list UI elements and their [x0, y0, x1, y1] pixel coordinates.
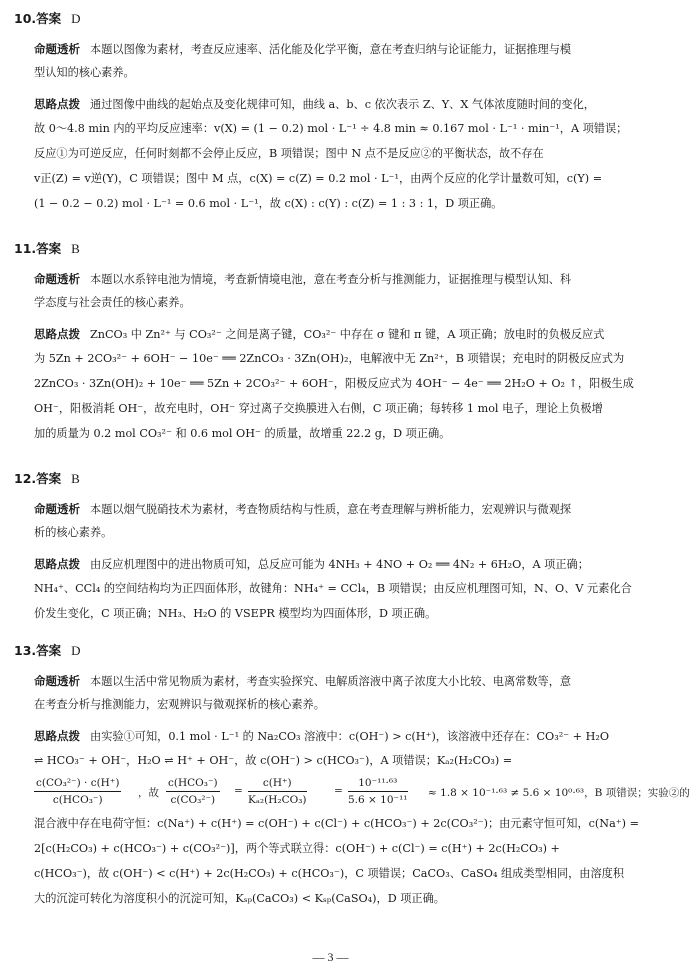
q12-number: 12. — [14, 471, 37, 486]
ka2-fraction — [34, 776, 121, 807]
q13-number: 13. — [14, 643, 37, 658]
numeric-denominator: 5.6 × 10⁻¹¹ — [348, 794, 408, 806]
q10-approach-line-1 — [34, 95, 639, 114]
q11-answer-letter: B — [71, 241, 80, 256]
equals-sign: = — [234, 785, 243, 797]
h-numerator: c(H⁺) — [248, 776, 307, 792]
q11-approach-text: ZnCO₃ 中 Zn²⁺ 与 CO₃²⁻ 之间是离子键，CO₃²⁻ 中存在 σ 键和 π 键，A 项正确；放电时的负极反应式 — [90, 328, 605, 341]
q12-approach-line-3: 价发生变化，C 项正确；NH₃、H₂O 的 VSEPR 模型均为四面体形，D 项正确。 — [34, 607, 437, 620]
analysis-label: 命题透析 — [34, 42, 80, 56]
numeric-numerator: 10⁻¹¹·⁶³ — [348, 776, 408, 792]
ka2-numerator: c(CO₃²⁻) · c(H⁺) — [34, 776, 121, 792]
q13-approach-text: 由实验①可知，0.1 mol · L⁻¹ 的 Na₂CO₃ 溶液中：c(OH⁻) > c(H⁺)，该溶液中还存在：CO₃²⁻ + H₂O — [90, 730, 610, 743]
q10-approach-text: 通过图像中曲线的起始点及变化规律可知，曲线 a、b、c 依次表示 Z、Y、X 气体浓度随时间的变化， — [90, 98, 595, 111]
q10-approach-line-3: 反应①为可逆反应，任何时刻都不会停止反应，B 项错误；图中 N 点不是反应②的平衡状态，故不存在 — [34, 147, 544, 160]
numeric-fraction — [348, 776, 408, 807]
q11-analysis-text: 本题以水系锌电池为情境，考查新情境电池，意在考查分析与推测能力，证据推理与模型认知、科 — [90, 273, 572, 286]
q13-approach-line-3: 混合液中存在电荷守恒：c(Na⁺) + c(H⁺) = c(OH⁻) + c(Cl⁻) + c(HCO₃⁻) + 2c(CO₃²⁻)；由元素守恒可知，c(Na⁺) = — [34, 817, 639, 830]
q13-answer-header — [14, 642, 81, 660]
approach-label: 思路点拨 — [34, 327, 80, 341]
q13-analysis-text: 本题以生活中常见物质为素材，考查实验探究、电解质溶液中离子浓度大小比较、电离常数等，意 — [90, 675, 572, 688]
ka2-denominator: c(HCO₃⁻) — [52, 794, 103, 806]
q13-fraction-tail: ≈ 1.8 × 10⁻¹·⁶³ ≠ 5.6 × 10⁰·⁶³，B 项错误；实验②的 — [428, 787, 690, 799]
q12-answer-letter: B — [71, 471, 80, 486]
analysis-label: 命题透析 — [34, 674, 80, 688]
q12-approach-line-2: NH₄⁺、CCl₄ 的空间结构均为正四面体形，故键角：NH₄⁺ = CCl₄，B 项错误；由反应机理图可知，N、O、V 元素化合 — [34, 582, 632, 595]
q13-analysis-line-1 — [34, 672, 639, 691]
q13-approach-line-5: c(HCO₃⁻)，故 c(OH⁻) < c(H⁺) + 2c(H₂CO₃) + c(HCO₃⁻)，C 项错误；CaCO₃、CaSO₄ 组成类型相同，由溶度积 — [34, 867, 625, 880]
q12-analysis-text: 本题以烟气脱硝技术为素材，考查物质结构与性质，意在考查理解与辨析能力，宏观辨识与微观探 — [90, 503, 572, 516]
q12-approach-text: 由反应机理图中的进出物质可知，总反应可能为 4NH₃ + 4NO + O₂ ══ 4N₂ + 6H₂O，A 项正确； — [90, 558, 589, 571]
q13-connector-text: ，故 — [138, 787, 159, 799]
q11-approach-line-5: 加的质量为 0.2 mol CO₃²⁻ 和 0.6 mol OH⁻ 的质量，故增重 22.2 g，D 项正确。 — [34, 427, 451, 440]
q12-answer-header — [14, 470, 80, 488]
q10-answer-letter: D — [71, 11, 81, 26]
q10-analysis-line-2: 型认知的核心素养。 — [34, 66, 135, 79]
q10-number: 10. — [14, 11, 37, 26]
q12-analysis-line-1 — [34, 500, 639, 519]
q12-analysis-line-2: 析的核心素养。 — [34, 526, 113, 539]
q11-approach-line-4: OH⁻，阳极消耗 OH⁻，故充电时，OH⁻ 穿过离子交换膜进入右侧，C 项正确；每转移 1 mol 电子，理论上负极增 — [34, 402, 603, 415]
q11-approach-line-1 — [34, 325, 639, 344]
q13-approach-line-1 — [34, 727, 639, 746]
approach-label: 思路点拨 — [34, 557, 80, 571]
q11-number: 11. — [14, 241, 37, 256]
q13-analysis-line-2: 在考查分析与推测能力，宏观辨识与微观探析的核心素养。 — [34, 698, 325, 711]
q10-analysis-text: 本题以图像为素材，考查反应速率、活化能及化学平衡，意在考查归纳与论证能力，证据推理与模 — [90, 43, 572, 56]
q11-answer-header — [14, 240, 80, 258]
q13-approach-line-6: 大的沉淀可转化为溶度积小的沉淀可知，Kₛₚ(CaCO₃) < Kₛₚ(CaSO₄)，D 项正确。 — [34, 892, 445, 905]
q10-analysis-line-1 — [34, 40, 639, 59]
answer-label: 答案 — [36, 11, 62, 26]
approach-label: 思路点拨 — [34, 729, 80, 743]
q11-approach-line-3: 2ZnCO₃ · 3Zn(OH)₂ + 10e⁻ ══ 5Zn + 2CO₃²⁻ + 6OH⁻，阳极反应式为 4OH⁻ − 4e⁻ ══ 2H₂O + O₂ ↑，阳极生成 — [34, 377, 634, 390]
ratio-denominator: c(CO₃²⁻) — [170, 794, 216, 806]
answer-label: 答案 — [36, 643, 62, 658]
ka2-den: Kₐ₂(H₂CO₃) — [248, 794, 307, 806]
q11-approach-line-2: 为 5Zn + 2CO₃²⁻ + 6OH⁻ − 10e⁻ ══ 2ZnCO₃ · 3Zn(OH)₂，电解液中无 Zn²⁺，B 项错误；充电时的阴极反应式为 — [34, 352, 625, 365]
q12-approach-line-1 — [34, 555, 639, 574]
q13-answer-letter: D — [71, 643, 81, 658]
h-over-ka2-fraction — [248, 776, 307, 807]
q10-answer-header — [14, 10, 81, 28]
answer-label: 答案 — [36, 241, 62, 256]
q13-approach-line-2: ⇌ HCO₃⁻ + OH⁻，H₂O ⇌ H⁺ + OH⁻，故 c(OH⁻) > c(HCO₃⁻)，A 项错误；Kₐ₂(H₂CO₃) = — [34, 754, 513, 767]
q10-approach-line-4: v正(Z) = v逆(Y)，C 项错误；图中 M 点，c(X) = c(Z) = 0.2 mol · L⁻¹，由两个反应的化学计量数可知，c(Y) = — [34, 172, 603, 185]
ratio-fraction — [166, 776, 220, 807]
page-number: — 3 — — [312, 950, 349, 964]
ratio-numerator: c(HCO₃⁻) — [166, 776, 220, 792]
q13-fraction-row — [34, 776, 690, 810]
q10-approach-line-5: (1 − 0.2 − 0.2) mol · L⁻¹ = 0.6 mol · L⁻¹，故 c(X) : c(Y) : c(Z) = 1 : 3 : 1，D 项正确。 — [34, 197, 503, 210]
q11-analysis-line-2: 学态度与社会责任的核心素养。 — [34, 296, 191, 309]
q13-approach-line-4: 2[c(H₂CO₃) + c(HCO₃⁻) + c(CO₃²⁻)]，两个等式联立得：c(OH⁻) + c(Cl⁻) = c(H⁺) + 2c(H₂CO₃) + — [34, 842, 560, 855]
q11-analysis-line-1 — [34, 270, 639, 289]
equals-sign-2: = — [334, 785, 343, 797]
approach-label: 思路点拨 — [34, 97, 80, 111]
analysis-label: 命题透析 — [34, 272, 80, 286]
answer-label: 答案 — [36, 471, 62, 486]
analysis-label: 命题透析 — [34, 502, 80, 516]
q10-approach-line-2: 故 0～4.8 min 内的平均反应速率：v(X) = (1 − 0.2) mol · L⁻¹ ÷ 4.8 min ≈ 0.167 mol · L⁻¹ · min⁻¹，A 项错误； — [34, 122, 628, 135]
